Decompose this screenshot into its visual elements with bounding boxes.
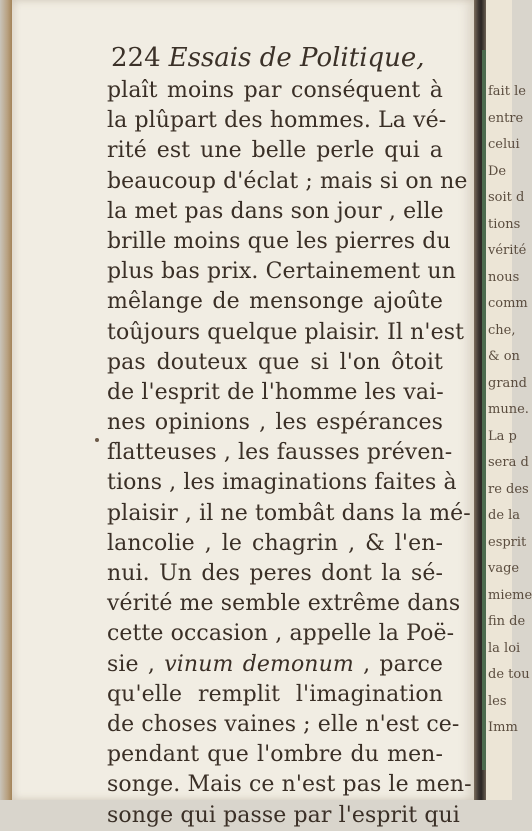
adjacent-page-line: tions xyxy=(488,216,521,232)
text-line: songe qui passe par l'esprit qui xyxy=(107,802,460,828)
adjacent-page-line: vérité xyxy=(488,243,527,258)
adjacent-page-line: mieme xyxy=(488,587,532,603)
body-text xyxy=(107,76,472,831)
text-line: plus bas prix. Certainement un xyxy=(107,259,456,285)
adjacent-page-line: entre xyxy=(488,110,524,126)
text-line: beaucoup d'éclat ; mais si on ne xyxy=(107,168,468,194)
page-number: 224 xyxy=(111,43,161,73)
text-line: la met pas dans son jour , elle xyxy=(107,198,444,224)
text-line: vérité me semble extrême dans xyxy=(107,591,461,617)
text-line: rité est une belle perle qui a xyxy=(107,138,443,164)
adjacent-page-line: les xyxy=(488,693,507,709)
running-head: Essais de Politique, xyxy=(168,43,425,73)
text-line: lancolie , le chagrin , & l'en- xyxy=(107,530,443,556)
adjacent-page-line: & on xyxy=(488,349,520,364)
adjacent-page-line: De xyxy=(488,163,507,179)
adjacent-page-line: de la xyxy=(488,508,521,523)
adjacent-page-line: che, xyxy=(488,322,516,338)
italic-phrase: vinum demonum xyxy=(164,651,354,677)
page-header xyxy=(111,38,431,78)
adjacent-page-line: soit d xyxy=(488,190,525,205)
text-line: qu'elle remplit l'imagination xyxy=(107,681,443,707)
adjacent-page-line: mune. xyxy=(488,402,529,417)
adjacent-page-line: la loi xyxy=(488,640,521,656)
text-line: mêlange de mensonge ajoûte xyxy=(107,289,443,315)
adjacent-page-line: vage xyxy=(488,561,520,576)
text-line: flatteuses , les fausses préven- xyxy=(107,440,453,466)
adjacent-page-line: fin de xyxy=(488,614,526,629)
adjacent-page-line: celui xyxy=(488,137,520,152)
adjacent-page-line: sera d xyxy=(488,455,529,470)
text-line: plaisir , il ne tombât dans la mé- xyxy=(107,500,471,526)
text-line-with-italic xyxy=(107,650,443,680)
adjacent-page-line: grand xyxy=(488,375,527,391)
text-line: de choses vaines ; elle n'est ce- xyxy=(107,711,460,737)
adjacent-page-line: re des xyxy=(488,481,529,497)
book-fore-edge xyxy=(0,0,12,800)
text-line: plaît moins par conséquent à xyxy=(107,78,443,103)
text-line: tions , les imaginations faites à xyxy=(107,470,457,496)
adjacent-page-line: esprit xyxy=(488,534,527,550)
text-line: nui. Un des peres dont la sé- xyxy=(107,561,443,586)
adjacent-page-line: nous xyxy=(488,269,520,285)
adjacent-page-line: La p xyxy=(488,428,517,444)
adjacent-page-line: Imm xyxy=(488,720,518,735)
text-segment: , parce xyxy=(353,651,443,677)
text-line: pendant que l'ombre du men- xyxy=(107,742,443,768)
text-line: pas douteux que si l'on ôtoit xyxy=(107,349,443,375)
text-line: de l'esprit de l'homme les vai- xyxy=(107,379,444,405)
text-line: nes opinions , les espérances xyxy=(107,410,443,436)
adjacent-page-line: de tou xyxy=(488,667,530,682)
text-line: la plûpart des hommes. La vé- xyxy=(107,108,447,134)
text-line: brille moins que les pierres du xyxy=(107,228,451,254)
text-segment: sie , xyxy=(107,651,165,677)
adjacent-page-fragment xyxy=(486,0,532,800)
margin-mark xyxy=(95,438,99,442)
text-line: toûjours quelque plaisir. Il n'est xyxy=(107,319,465,345)
text-line: songe. Mais ce n'est pas le men- xyxy=(107,772,472,798)
adjacent-page-line: comm xyxy=(488,296,528,311)
text-line: cette occasion , appelle la Poë- xyxy=(107,621,455,647)
adjacent-page-line: fait le xyxy=(488,84,526,99)
